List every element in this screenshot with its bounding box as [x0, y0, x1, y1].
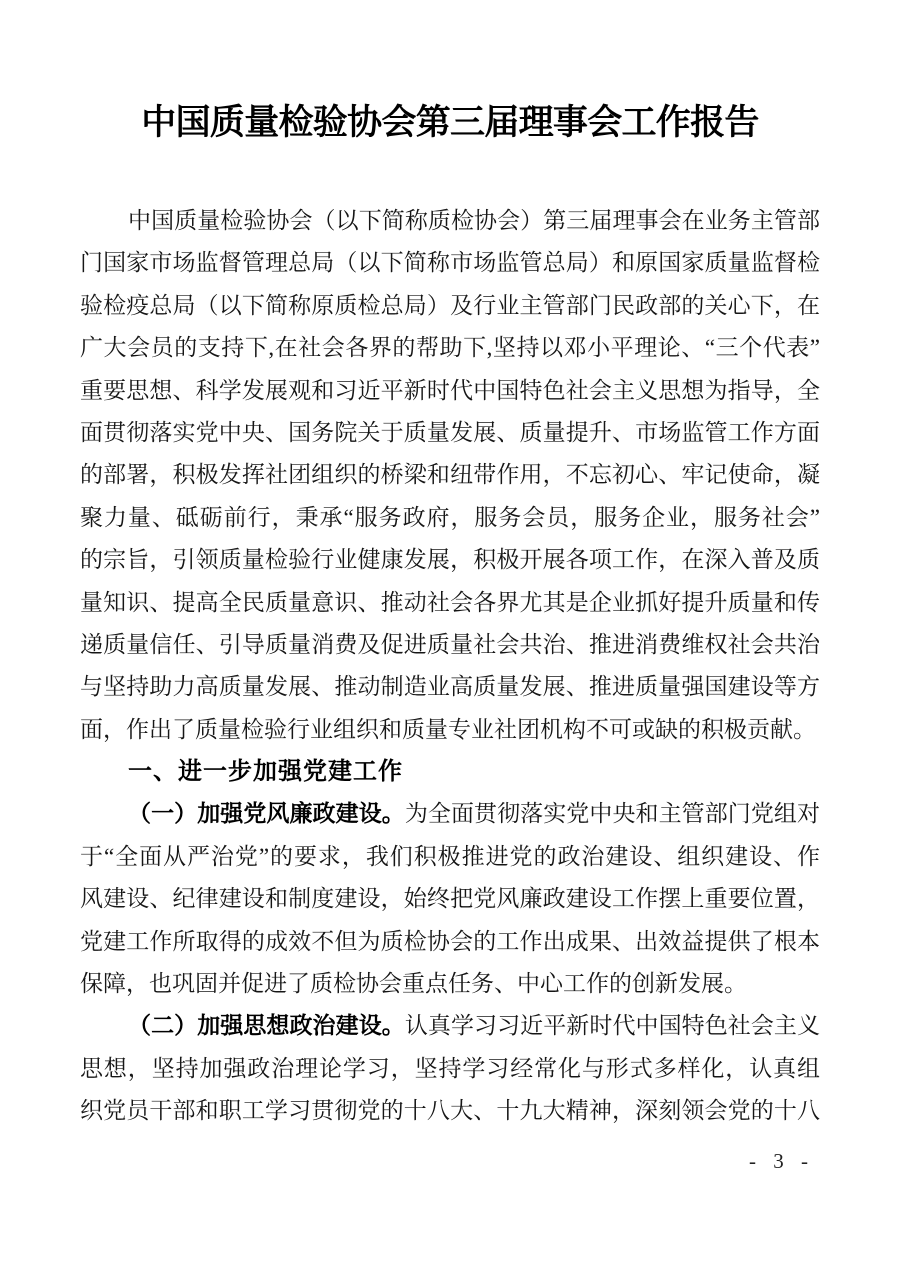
- text-line: 思想，坚持加强政治理论学习，坚持学习经常化与形式多样化，认真组: [80, 1055, 820, 1081]
- text-line: 面贯彻落实党中央、国务院关于质量发展、质量提升、市场监管工作方面: [80, 419, 820, 445]
- document-title: 中国质量检验协会第三届理事会工作报告: [141, 103, 759, 142]
- bold-lead: （二）加强思想政治建设。: [128, 1013, 405, 1039]
- text-line: 门国家市场监督管理总局（以下简称市场监管总局）和原国家质量监督检: [80, 250, 820, 276]
- text-line: 保障，也巩固并促进了质检协会重点任务、中心工作的创新发展。: [80, 971, 747, 997]
- text-line: 风建设、纪律建设和制度建设，始终把党风廉政建设工作摆上重要位置，: [80, 886, 820, 912]
- text-line: （一）加强党风廉政建设。为全面贯彻落实党中央和主管部门党组对: [128, 801, 820, 827]
- text-line: 量知识、提高全民质量意识、推动社会各界尤其是企业抓好提升质量和传: [80, 589, 820, 615]
- text-line: 于“全面从严治党”的要求，我们积极推进党的政治建设、组织建设、作: [80, 843, 820, 869]
- text-line: 广大会员的支持下,在社会各界的帮助下,坚持以邓小平理论、“三个代表”: [80, 335, 820, 361]
- text-line: 的宗旨，引领质量检验行业健康发展，积极开展各项工作，在深入普及质: [80, 547, 820, 573]
- page-number: - 3 -: [749, 1149, 814, 1173]
- bold-lead: （一）加强党风廉政建设。: [128, 801, 405, 827]
- section-heading: 一、进一步加强党建工作: [128, 758, 403, 786]
- text-line: 中国质量检验协会（以下简称质检协会）第三届理事会在业务主管部: [128, 208, 820, 233]
- text-line: 聚力量、砥砺前行，秉承“服务政府，服务会员，服务企业，服务社会”: [80, 504, 820, 530]
- text-line: 重要思想、科学发展观和习近平新时代中国特色社会主义思想为指导，全: [80, 377, 820, 403]
- text-line: 验检疫总局（以下简称原质检总局）及行业主管部门民政部的关心下，在: [80, 292, 820, 318]
- text-line: （二）加强思想政治建设。认真学习习近平新时代中国特色社会主义: [128, 1013, 820, 1039]
- document-body: [80, 200, 820, 1133]
- text-line: 递质量信任、引导质量消费及促进质量社会共治、推进消费维权社会共治: [80, 631, 820, 657]
- text-line: 面，作出了质量检验行业组织和质量专业社团机构不可或缺的积极贡献。: [80, 716, 816, 742]
- text-line: 党建工作所取得的成效不但为质检协会的工作出成果、出效益提供了根本: [80, 928, 820, 954]
- text-line: 与坚持助力高质量发展、推动制造业高质量发展、推进质量强国建设等方: [80, 674, 820, 700]
- text-line: 的部署，积极发挥社团组织的桥梁和纽带作用，不忘初心、牢记使命，凝: [80, 462, 820, 488]
- text-line: 织党员干部和职工学习贯彻党的十八大、十九大精神，深刻领会党的十八: [80, 1098, 820, 1124]
